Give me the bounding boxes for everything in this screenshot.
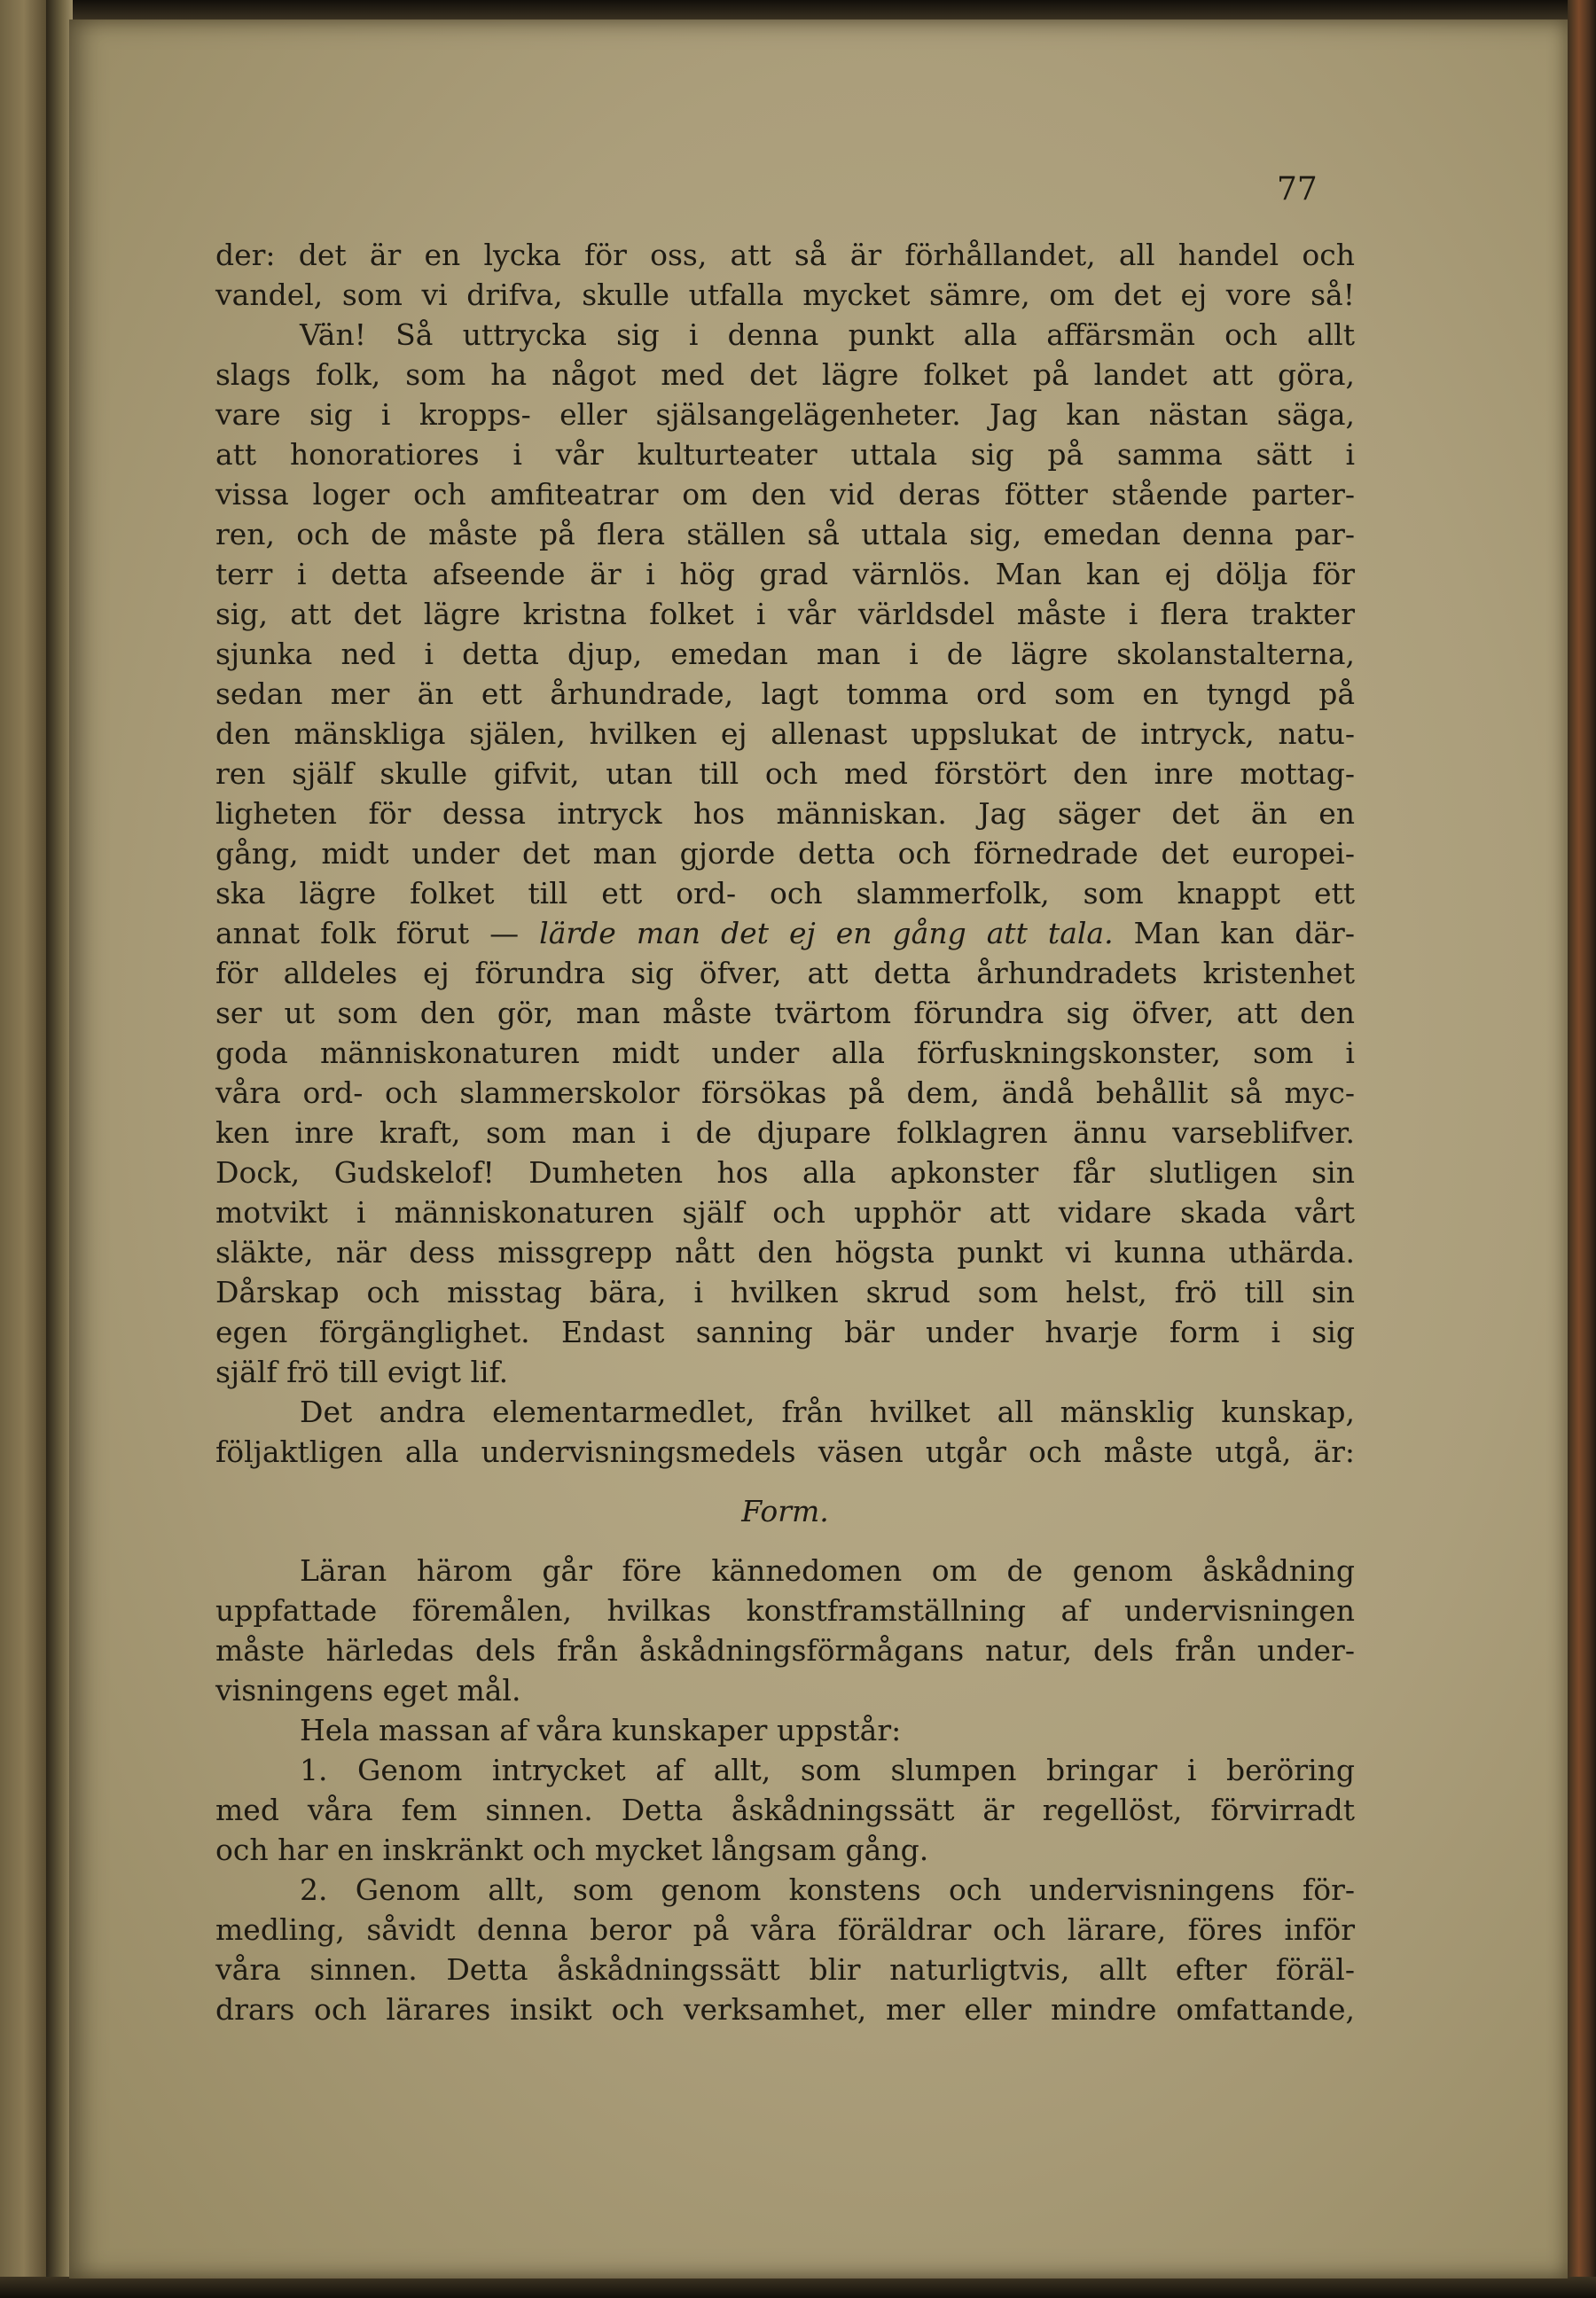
text-line: gång, midt under det man gjorde detta och förnedrade det europei- — [215, 836, 1355, 871]
text-line: ren, och de måste på flera ställen så uttala sig, emedan denna par- — [215, 517, 1355, 551]
text-line: släkte, när dess missgrepp nått den högsta punkt vi kunna uthärda. — [215, 1235, 1355, 1270]
text-line: sig, att det lägre kristna folket i vår världsdel måste i flera trakter — [215, 597, 1355, 631]
text-line: våra ord- och slammerskolor försökas på dem, ändå behållit så myc- — [215, 1075, 1355, 1110]
text-line: goda människonaturen midt under alla förfuskningskonster, som i — [215, 1036, 1355, 1070]
book-cover-edge — [1568, 0, 1596, 2298]
section-heading: Form. — [741, 1494, 829, 1528]
scan-top-edge — [0, 0, 1596, 21]
page-body-text — [215, 235, 1355, 2029]
text-line: vissa loger och amfiteatrar om den vid deras fötter stående parter- — [215, 477, 1355, 512]
text-line: 2. Genom allt, som genom konstens och undervisningens för- — [300, 1872, 1355, 1907]
text-line: ser ut som den gör, man måste tvärtom förundra sig öfver, att den — [215, 996, 1355, 1030]
text-line: Dårskap och misstag bära, i hvilken skrud som helst, frö till sin — [215, 1275, 1355, 1309]
italic-phrase: lärde man det ej en gång att tala. — [539, 916, 1114, 950]
text-line: ren själf skulle gifvit, utan till och med förstört den inre mottag- — [215, 756, 1355, 791]
text-line: våra sinnen. Detta åskådningssätt blir naturligtvis, allt efter föräl- — [215, 1952, 1355, 1987]
text-line: Det andra elementarmedlet, från hvilket all mänsklig kunskap, — [300, 1395, 1355, 1429]
text-line: drars och lärares insikt och verksamhet, mer eller mindre omfattande, — [215, 1992, 1355, 2027]
text-line: den mänskliga själen, hvilken ej allenast uppslukat de intryck, natu- — [215, 716, 1355, 751]
text-line: för alldeles ej förundra sig öfver, att detta århundradets kristenhet — [215, 956, 1355, 990]
text-line: Vän! Så uttrycka sig i denna punkt alla affärsmän och allt — [300, 317, 1355, 352]
text-line: Läran härom går före kännedomen om de genom åskådning — [300, 1553, 1355, 1588]
text-line: uppfattade föremålen, hvilkas konstframställning af undervisningen — [215, 1593, 1355, 1628]
text-line: Hela massan af våra kunskaper uppstår: — [300, 1713, 902, 1747]
text-line: med våra fem sinnen. Detta åskådningssätt är regellöst, förvirradt — [215, 1793, 1355, 1827]
text-line: och har en inskränkt och mycket långsam gång. — [215, 1833, 929, 1867]
text-line: der: det är en lycka för oss, att så är förhållandet, all handel och — [215, 238, 1355, 272]
text-line: slags folk, som ha något med det lägre folket på landet att göra, — [215, 357, 1355, 392]
text-line-prefix: annat folk förut — — [215, 916, 540, 950]
text-line: motvikt i människonaturen själf och upphör att vidare skada vårt — [215, 1195, 1355, 1230]
text-line: sjunka ned i detta djup, emedan man i de lägre skolanstalterna, — [215, 637, 1355, 671]
text-line: medling, såvidt denna beror på våra föräldrar och lärare, föres inför — [215, 1912, 1355, 1947]
text-line: visningens eget mål. — [215, 1673, 521, 1708]
text-line-suffix: Man kan där- — [1113, 916, 1355, 950]
text-line: 1. Genom intrycket af allt, som slumpen bringar i beröring — [300, 1753, 1355, 1787]
scan-bottom-edge — [0, 2277, 1596, 2298]
text-line: terr i detta afseende är i hög grad värnlös. Man kan ej dölja för — [215, 557, 1355, 591]
facing-page-edge — [0, 0, 53, 2298]
text-line: måste härledas dels från åskådningsförmågans natur, dels från under- — [215, 1633, 1355, 1668]
text-line: egen förgänglighet. Endast sanning bär under hvarje form i sig — [215, 1315, 1355, 1349]
text-line-with-emphasis — [215, 913, 1355, 953]
text-line: ligheten för dessa intryck hos människan. Jag säger det än en — [215, 796, 1355, 831]
text-line: följaktligen alla undervisningsmedels väsen utgår och måste utgå, är: — [215, 1434, 1355, 1469]
text-line: vandel, som vi drifva, skulle utfalla mycket sämre, om det ej vore så! — [215, 277, 1355, 312]
page-number: 77 — [1277, 171, 1318, 207]
text-line: ken inre kraft, som man i de djupare folklagren ännu varseblifver. — [215, 1115, 1355, 1150]
text-line: Dock, Gudskelof! Dumheten hos alla apkonster får slutligen sin — [215, 1155, 1355, 1190]
text-line: själf frö till evigt lif. — [215, 1355, 509, 1389]
text-line: sedan mer än ett århundrade, lagt tomma ord som en tyngd på — [215, 676, 1355, 711]
text-line: att honoratiores i vår kulturteater uttala sig på samma sätt i — [215, 437, 1355, 472]
text-line: ska lägre folket till ett ord- och slammerfolk, som knappt ett — [215, 876, 1355, 911]
text-line: vare sig i kropps- eller själsangelägenheter. Jag kan nästan säga, — [215, 397, 1355, 432]
